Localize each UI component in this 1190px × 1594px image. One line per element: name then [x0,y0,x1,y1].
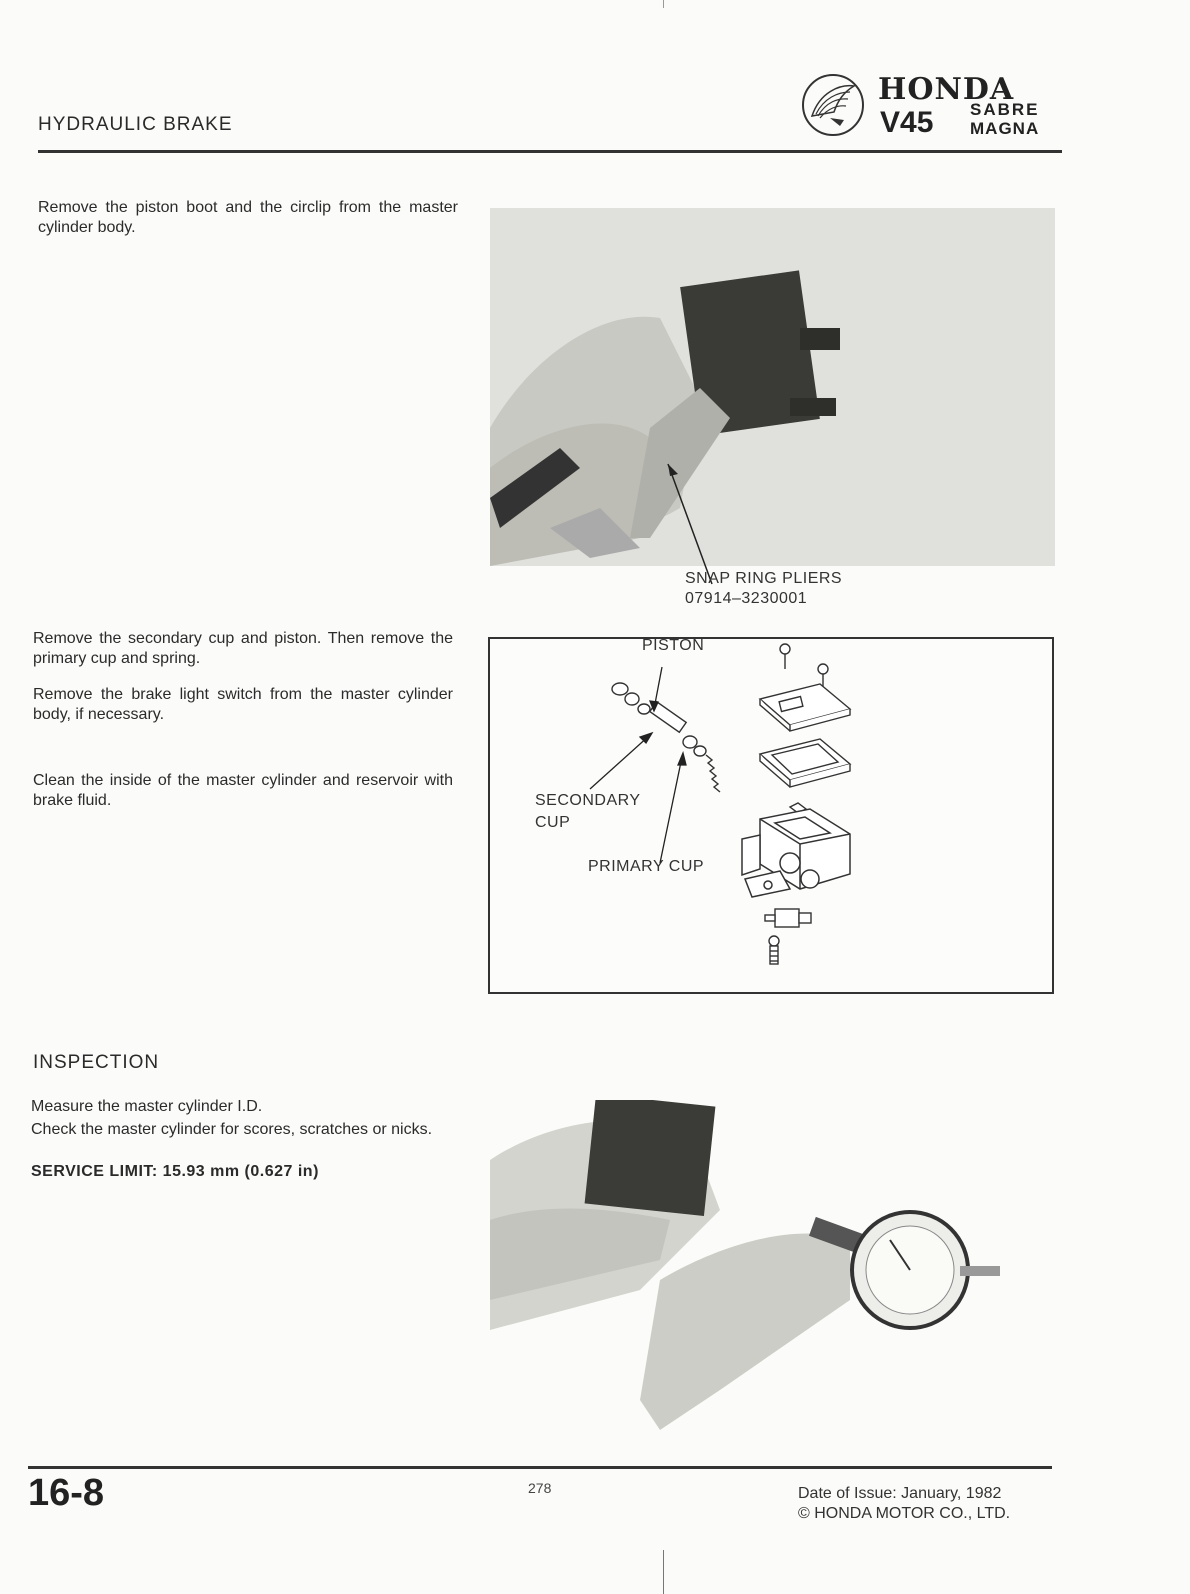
master-cylinder-body-drawing [742,809,850,897]
copyright: © HONDA MOTOR CO., LTD. [798,1505,1011,1522]
exploded-diagram [488,637,1054,994]
step2-text-1: Remove the secondary cup and piston. Then remove the primary cup and spring. [33,630,453,667]
snap-ring-pliers-label: SNAP RING PLIERS [685,570,843,587]
scan-artifact-line [663,1550,664,1594]
honda-wing-icon [800,72,866,138]
brand-name: HONDA [878,72,1015,107]
secondary-cup-label-line2: CUP [535,814,571,831]
inspection-check-text: Check the master cylinder for scores, scratches or nicks. [31,1121,433,1138]
reservoir-cover-drawing [760,684,850,731]
section-title: HYDRAULIC BRAKE [38,114,233,135]
service-limit: SERVICE LIMIT: 15.93 mm (0.627 in) [31,1163,319,1180]
model-variant-top: SABRE [970,100,1040,119]
issue-info [798,1484,1010,1524]
snap-ring-pliers-callout [685,569,842,609]
switch-screw-drawing [769,936,779,964]
step2-text-2: Remove the brake light switch from the master cylinder body, if necessary. [33,686,453,723]
piston-label: PISTON [642,637,705,654]
primary-cup-label: PRIMARY CUP [588,858,705,875]
model-name: V45 [880,106,934,139]
page-index: 278 [528,1480,552,1496]
cylinder-measurement-photo [490,1100,1010,1430]
secondary-cup-label-line1: SECONDARY [535,792,641,809]
page-number: 16-8 [28,1472,105,1514]
issue-date: Date of Issue: January, 1982 [798,1485,1002,1502]
inspection-heading: INSPECTION [33,1052,160,1073]
header-rule [38,150,1062,153]
step1-text: Remove the piston boot and the circlip from the master cylinder body. [38,199,458,236]
honda-logo [800,70,1070,145]
inspection-measure-text: Measure the master cylinder I.D. [31,1098,263,1115]
diaphragm-plate-drawing [760,739,850,787]
piston-assembly-drawing [612,683,720,792]
model-variant-bottom: MAGNA [970,119,1040,138]
snap-ring-pliers-part-number: 07914–3230001 [685,590,808,607]
piston-boot-removal-photo [490,208,1055,566]
brake-light-switch-drawing [765,909,811,927]
step2-text-3: Clean the inside of the master cylinder and reservoir with brake fluid. [33,772,453,809]
reservoir-screws-drawing [780,644,828,689]
scan-artifact-tick [663,0,664,8]
footer-rule [28,1466,1052,1469]
